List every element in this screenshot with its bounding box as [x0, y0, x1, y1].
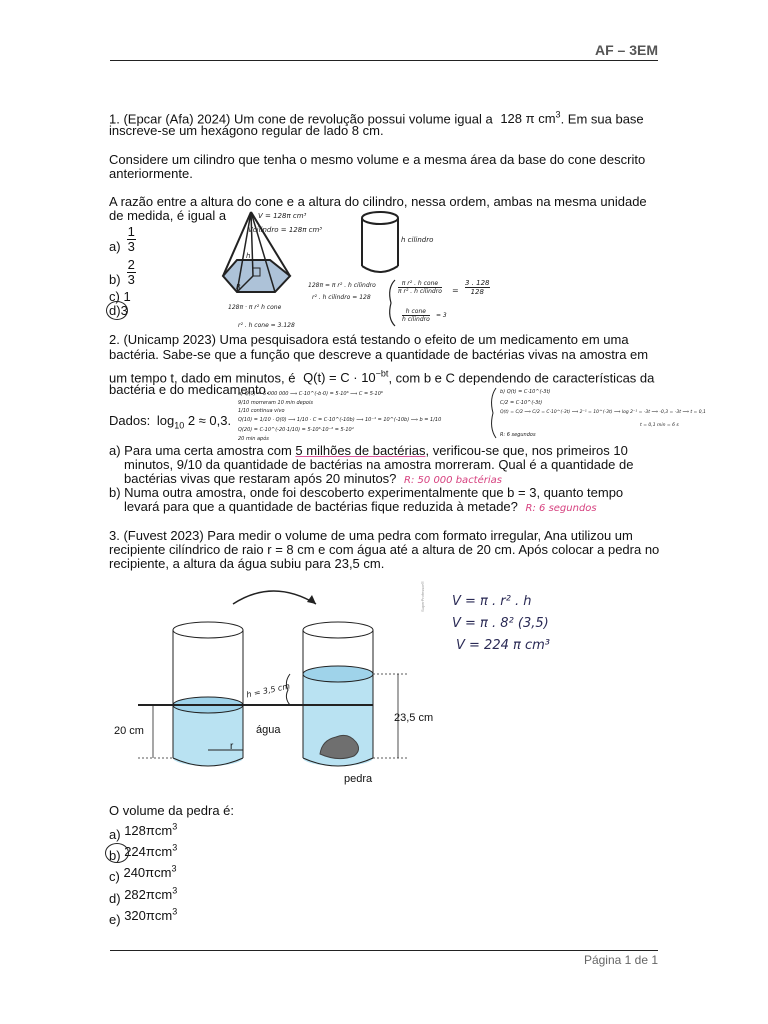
note-frac2: 3 . 128 128 [465, 279, 490, 296]
q2-line2: bactéria. Sabe-se que a função que descreve a quantidade de bactérias vivas na amostra em [109, 347, 649, 362]
brace-mark-2 [488, 386, 498, 440]
q1-para2a: Considere um cilindro que tenha o mesmo volume e a mesma área da base do cone descrito [109, 152, 646, 167]
q2-note-b3: R: 6 segundos [500, 432, 536, 438]
note-hcil: h cilindro [401, 236, 434, 244]
label-h: h = 3,5 cm [245, 681, 291, 700]
note-frac3-result: = 3 [436, 312, 447, 319]
q3-option-c[interactable]: c) 240πcm$^3$ [109, 864, 177, 885]
note-eq4: r² . h cone = 3.128 [238, 322, 295, 329]
cylinder-sketch [356, 208, 406, 278]
q2-note-1: a) Q(0) = 5 000 000 ⟹ C·10^(-b·0) = 5·10⁶ ⟹ C = 5·10⁶ [238, 391, 383, 397]
answer-circle [105, 843, 129, 863]
q1-option-a[interactable]: a) $\frac{1}{3}$ [109, 224, 135, 254]
q1-para3b: de medida, é igual a [109, 208, 227, 223]
brace-mark [385, 278, 397, 328]
figure-credit: SuperProfessor® [420, 581, 425, 612]
page-number: Página 1 de 1 [583, 953, 658, 967]
note-eq2: r² . h cilindro = 128 [312, 294, 371, 301]
q2-line1: 2. (Unicamp 2023) Uma pesquisadora está testando o efeito de um medicamento em uma [109, 332, 629, 347]
q3-calc-2: V = π . 8² (3,5) [452, 616, 549, 631]
note-h: h [246, 252, 251, 260]
q3-option-a[interactable]: a) 128πcm$^3$ [109, 822, 178, 843]
note-v2: Vcilindro = 128π cm³ [248, 226, 323, 234]
q2-a-line3: bactérias vivas que restaram após 20 minutos? R: 50 000 bactérias [124, 471, 502, 486]
highlighted-text: 5 milhões de bactérias, [295, 443, 430, 458]
q3-option-e[interactable]: e) 320πcm$^3$ [109, 907, 178, 928]
q3-option-d[interactable]: d) 282πcm$^3$ [109, 886, 178, 907]
q2-line4: bactéria e do medicamento. [109, 382, 270, 397]
q3-line2: recipiente cilíndrico de raio r = 8 cm e com água até a altura de 20 cm. Após colocar a pedra no [109, 542, 660, 557]
q3-question: O volume da pedra é: [109, 803, 235, 818]
q1-option-d[interactable]: d)3 [109, 303, 128, 318]
note-eq1: 128π = π r² . h cilindro [308, 282, 376, 289]
q2-b-line1: b) Numa outra amostra, onde foi descoberto experimentalmente que b = 3, quanto tempo [109, 485, 624, 500]
q2-line3: um tempo t, dado em minutos, é $Q(t) = C \cdot 10^{-bt}$, com b e C dependendo de características da [109, 369, 655, 386]
header-code: AF – 3EM [594, 42, 658, 58]
note-eqsym: = [452, 286, 459, 295]
note-frac1: π r² . h cone π r² . h cilindro [398, 280, 442, 295]
note-frac3: h cone h cilindro [402, 308, 430, 323]
label-20cm: 20 cm [114, 725, 144, 737]
q2-note-5: Q(20) = C·10^(-20·1/10) = 5·10⁶·10⁻² = 5·10⁴ [238, 427, 354, 433]
q1-option-b[interactable]: b) $\frac{2}{3}$ [109, 257, 135, 287]
q2-note-b4: t = 0,1 min = 6 s [640, 423, 679, 428]
q1-line2: inscreve-se um hexágono regular de lado 8 cm. [109, 123, 384, 138]
answer-circle [106, 301, 128, 320]
q2-note-3: 1/10 continua vivo [238, 408, 285, 414]
q1-para2b: anteriormente. [109, 166, 193, 181]
q1-para3a: A razão entre a altura do cone e a altura do cilindro, nessa ordem, ambas na mesma unidade [109, 194, 647, 209]
label-radius: r [230, 741, 234, 752]
label-23-5cm: 23,5 cm [394, 712, 434, 724]
q2-note-2: 9/10 morreram 10 min depois [238, 400, 313, 406]
q3-line3: recipiente, a altura da água subiu para 23,5 cm. [109, 556, 385, 571]
note-eq3: 128π · π r² h cone [228, 304, 282, 311]
q2-b-line2: levará para que a quantidade de bactérias fique reduzida à metade? R: 6 segundos [124, 499, 597, 514]
fraction: $\frac{2}{3}$ [127, 257, 135, 287]
q2-note-b2: Q(t) = C/2 ⟹ C/2 = C·10^(-3t) ⟹ 2⁻¹ = 10^(-3t) ⟹ log 2⁻¹ = -3t ⟹ -0,3 = -3t ⟹ t = 0,1 [500, 410, 706, 415]
q1-text-b: . Em sua base [560, 111, 644, 127]
q2-dados: Dados: $\log_{10} 2 \approx 0,3$. [109, 413, 232, 431]
note-r: R [236, 283, 241, 291]
q2-note-b5: C/2 = C·10^(-3t) [500, 400, 543, 406]
q3-calc-3: V = 224 π cm³ [456, 638, 550, 653]
q2-dados-formula: $\log_{10} 2 \approx 0,3$. [156, 413, 232, 431]
note-v1: V = 128π cm³ [258, 212, 307, 220]
hexagonal-pyramid-sketch [215, 208, 323, 300]
q1-option-c[interactable]: c) 1 [109, 289, 131, 304]
q2-a-line1: a) Para uma certa amostra com 5 milhões de bactérias, verificou-se que, nos primeiros 10 [109, 443, 628, 458]
q3-option-b[interactable]: b) 224πcm$^3$ [109, 843, 177, 863]
q2-note-6: 20 min após [238, 436, 269, 442]
q2-note-4: Q(10) = 1/10 · Q(0) ⟹ 1/10 · C = C·10^(-10b) ⟹ 10⁻¹ = 10^(-10b) ⟹ b = 1/10 [238, 417, 442, 423]
q1-text-a: 1. (Epcar (Afa) 2024) Um cone de revolução possui volume igual a [109, 111, 493, 127]
q2-a-answer: R: 50 000 bactérias [404, 475, 502, 486]
q2-note-b1: b) Q(t) = C·10^(-3t) [500, 389, 551, 395]
q2-b-answer: R: 6 segundos [525, 503, 597, 514]
q1-volume: 128 π $cm^3$ [500, 110, 561, 127]
q3-line1: 3. (Fuvest 2023) Para medir o volume de uma pedra com formato irregular, Ana utilizou um [109, 528, 633, 543]
label-agua: água [256, 724, 281, 736]
q2-a-line2: minutos, 9/10 da quantidade de bactérias na amostra morreram. Qual é a quantidade de [124, 457, 634, 472]
header-rule [110, 60, 658, 61]
q3-calc-1: V = π . r² . h [452, 594, 532, 609]
label-pedra: pedra [344, 773, 373, 785]
footer-rule [110, 950, 658, 951]
q2-formula: $Q(t) = C \cdot 10^{-bt}$ [303, 369, 389, 386]
fraction: $\frac{1}{3}$ [127, 224, 135, 254]
